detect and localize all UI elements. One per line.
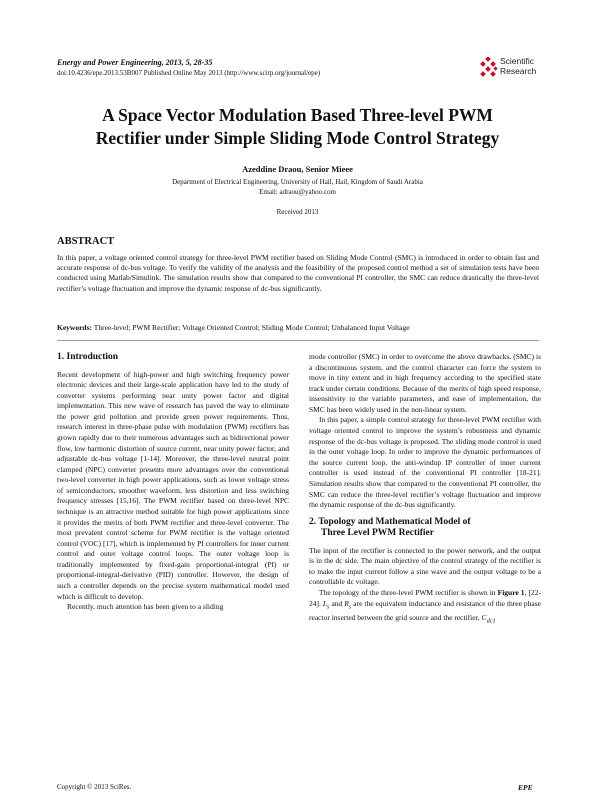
figure-reference[interactable]: Figure 1 (497, 587, 525, 597)
author-name: Azeddine Draou, Senior Mieee (242, 164, 353, 174)
divider (57, 340, 539, 341)
section-heading-topology: 2. Topology and Mathematical Model of Three Level PWM Rectifier (309, 516, 471, 539)
paper-title: A Space Vector Modulation Based Three-level PWM Rectifier under Simple Sliding Mode Control Strategy (95, 105, 500, 148)
paragraph: Recent development of high-power and high switching frequency power electronic devices and their large-scale application have led to the study of converter systems performing near unity power factor and digital implementation. This new wave of research has paved the way to eliminate the power grid pollution and provide green power requirements. Thus, research interest in three-phase pulse with modulation (PWM) rectifiers has grown rapidly due to their numerous advantages such as bidirectional power flow, low harmonic distortion of source current, near unity power factor, and adjustable dc-bus voltage [1-14]. Moreover, the three-level neutral point clamped (NPC) converter presents more advantages over the conventional two-level converter in high power applications, such as lower voltage stress of semiconductors, smoother waveform, less distortion and less switching frequency stresses [15,16]. The PWM rectifier based on three-level NPC technique is an attractive method suitable for high power applications since it provides the merits of both PWM rectifier and three-level converter. The most prevalent control scheme for PWM rectifier is the voltage oriented control (VOC) [17], which is implemented by PI controllers for inner current control and outer voltage control loops. The outer voltage loop is traditionally implemented by fixed-gain proportional-integral (PI) or proportional-integral-derivative (PID) controller. However, the design of such a controller depends on the precise system mathematical model used which is difficult to develop. (57, 369, 289, 601)
left-column (57, 352, 289, 613)
copyright: Copyright © 2013 SciRes. (57, 783, 132, 791)
logo-mark-icon (480, 57, 500, 81)
logo-wordmark: Scientific Research (500, 56, 537, 76)
keywords: Keywords: Three-level; PWM Rectifier; Voltage Oriented Control; Sliding Mode Control; Unbalanced Input Voltage (57, 323, 410, 332)
scientific-research-logo (480, 56, 550, 84)
journal-abbreviation: EPE (518, 783, 533, 792)
journal-citation: Energy and Power Engineering, 2013, 5, 28-35 (57, 58, 213, 67)
paragraph: The topology of the three-level PWM rectifier is shown in Figure 1, [22-24]. $L_s$ and $R_s$ are the equivalent inductance and resistance of the three phase reactor inserted between the grid source and the rectifier, $C_{dc1}$ (309, 587, 542, 625)
section-heading-introduction: 1. Introduction (57, 352, 119, 362)
author-affiliation: Department of Electrical Engineering, University of Hail, Hail, Kingdom of Saudi Arabia Email: adraou@yahoo.com (60, 178, 535, 197)
paragraph: Recently, much attention has been given to a sliding (67, 602, 224, 612)
received-date: Received 2013 (276, 208, 319, 216)
paragraph: The input of the rectifier is connected to the power network, and the output is in the dc side. The main objective of the control strategy of the rectifier is to make the input current follow a sine wave and the output voltage to be a controllable dc voltage. (309, 545, 541, 587)
abstract-text: In this paper, a voltage oriented control strategy for three-level PWM rectifier based on Sliding Mode Control (SMC) is introduced in order to obtain fast and accurate response of dc-bus voltage. To verify the validity of the analysis and the feasibility of the proposed control method a set of simulation tests have been conducted using Matlab/Simulink. The simulation results show that compared to the conventional PI controller, the SMC can reduce drastically the three-level rectifier’s voltage fluctuation and improve the dynamic response of dc-bus significantly. (57, 253, 539, 293)
paragraph: In this paper, a simple control strategy for three-level PWM rectifier with voltage oriented control to improve the system’s robustness and dynamic response of the dc-bus voltage is proposed. The sliding mode control is used in the outer voltage loop. In order to improve the dynamic performances of the source current loop, the anti-windup IP controller of inner current controller is used instead of the conventional PI controller [18-21]. Simulation results show that compared to the conventional PI controller, the SMC can reduce the three-level rectifier’s voltage fluctuation and improve the dynamic response of the dc-bus significantly. (309, 415, 541, 510)
right-column (309, 352, 541, 627)
paragraph: mode controller (SMC) in order to overcome the above drawbacks. (SMC) is a discontinuous system, and the control character can force the system to move in tiny extent and in high frequency according to the specified state track under certain conditions. Because of the merits of high speed response, insensitivity to the variable parameters, and ease of implementation, the SMC has been widely used in the non-linear system. (309, 352, 541, 414)
doi-line: doi:10.4236/epe.2013.53B007 Published Online May 2013 (http://www.scirp.org/journal/epe) (57, 69, 321, 77)
abstract-heading: ABSTRACT (57, 236, 115, 247)
author-email: Email: adraou@yahoo.com (259, 187, 336, 196)
